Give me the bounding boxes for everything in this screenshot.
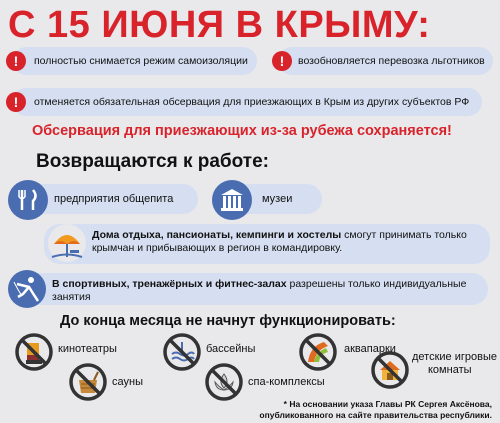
playrooms-label-1: детские игровые <box>412 351 497 363</box>
footnote <box>232 399 492 421</box>
footnote-line-2: опубликованного на сайте правительства республики. <box>259 410 492 420</box>
playrooms-label-2: комнаты <box>428 364 472 376</box>
lodging-bold: Дома отдыха, пансионаты, кемпинги и хостелы <box>92 229 342 241</box>
catering-label: предприятия общепита <box>54 193 174 205</box>
sports-bold: В спортивных, тренажёрных и фитнес-залах <box>52 278 287 290</box>
exclamation-icon: ! <box>6 51 26 71</box>
lodging-text <box>92 229 487 255</box>
museum-icon <box>212 180 252 220</box>
closed-heading: До конца месяца не начнут функционировать: <box>60 313 396 329</box>
sports-text <box>52 278 482 304</box>
beach-umbrella-icon <box>48 224 86 262</box>
aquapark-banned-icon <box>298 332 338 372</box>
pools-label: бассейны <box>206 343 256 355</box>
playroom-banned-icon <box>370 350 410 390</box>
sports-rest: разрешены только индивидуальные занятия <box>52 278 467 303</box>
return-heading: Возвращаются к работе: <box>36 151 269 172</box>
notice-text-1: полностью снимается режим самоизоляции <box>34 55 248 67</box>
exclamation-icon: ! <box>6 92 26 112</box>
notice-text-3: отменяется обязательная обсервация для приезжающих в Крым из других субъектов РФ <box>34 96 470 108</box>
lodging-rest: смогут принимать только крымчан и прибывающих в регион в командировку. <box>92 229 467 254</box>
aquaparks-label: аквапарки <box>344 343 396 355</box>
notice-text-2: возобновляется перевозка льготников <box>298 55 485 67</box>
gymnast-icon <box>8 270 46 308</box>
footnote-line-1: * На основании указа Главы РК Сергея Аксёнова, <box>283 399 492 409</box>
cutlery-icon <box>8 180 48 220</box>
saunas-label: сауны <box>112 376 143 388</box>
page-title: С 15 ИЮНЯ В КРЫМУ: <box>8 4 431 46</box>
museums-label: музеи <box>262 193 293 205</box>
cinemas-label: кинотеатры <box>58 343 117 355</box>
observation-notice: Обсервация для приезжающих из-за рубежа сохраняется! <box>32 123 452 139</box>
cinema-banned-icon <box>14 332 54 372</box>
pool-banned-icon <box>162 332 202 372</box>
spa-label: спа-комплексы <box>248 376 325 388</box>
exclamation-icon: ! <box>272 51 292 71</box>
sauna-banned-icon <box>68 362 108 402</box>
spa-banned-icon <box>204 362 244 402</box>
